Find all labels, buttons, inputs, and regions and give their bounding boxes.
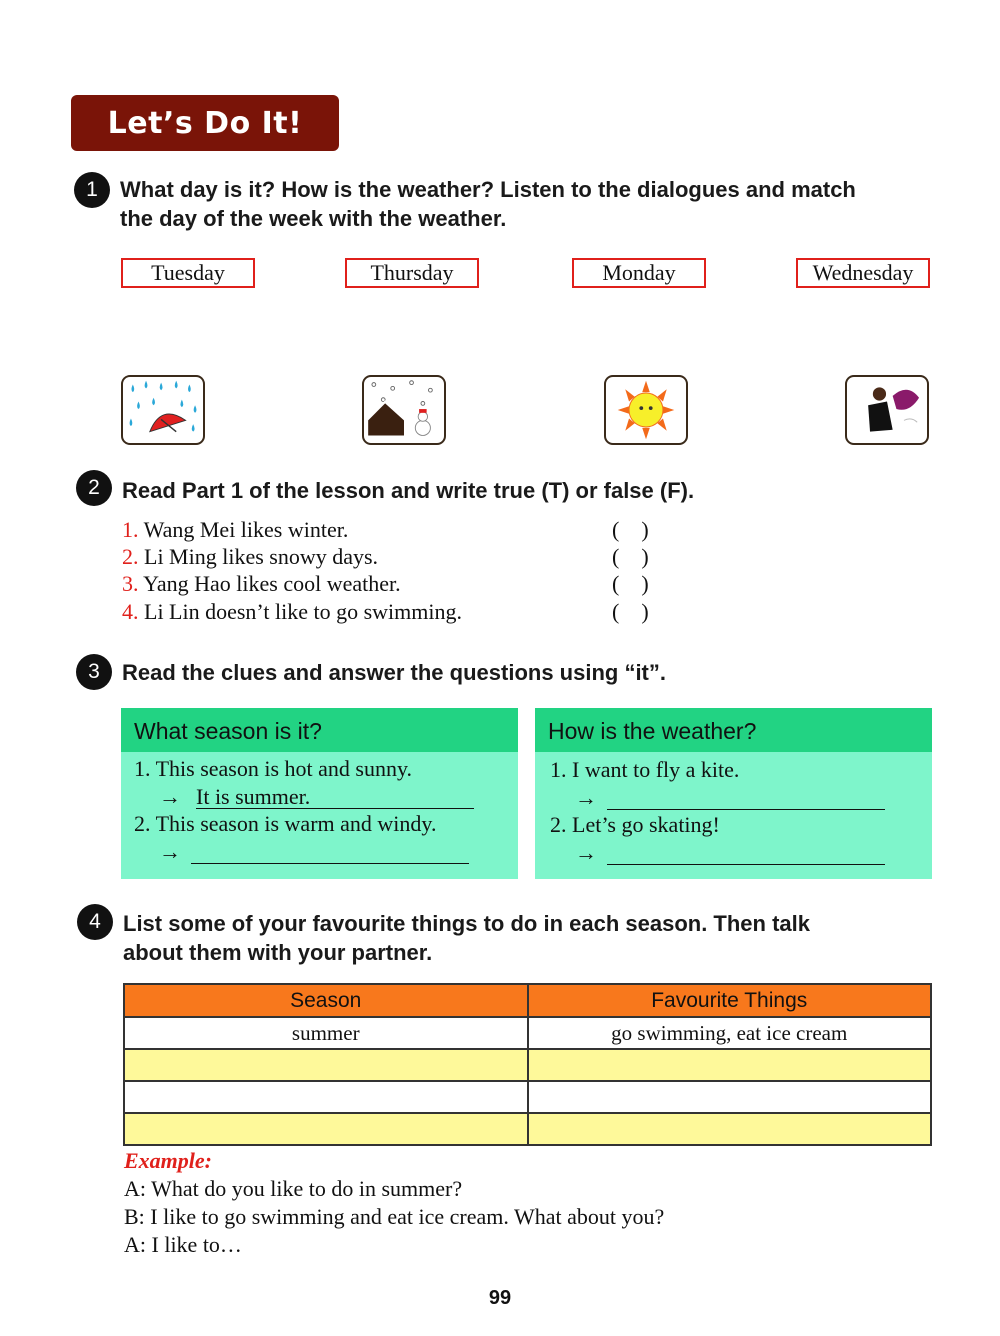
tf-answer-blank-4[interactable]: ( ) xyxy=(612,599,649,624)
tf-answer-blank-2[interactable]: ( ) xyxy=(612,544,649,569)
season-cell[interactable] xyxy=(124,1113,528,1145)
example-line-2: B: I like to go swimming and eat ice cream. What about you? xyxy=(124,1204,665,1229)
rain-umbrella-icon[interactable] xyxy=(121,375,205,445)
tf-item-4 xyxy=(122,598,462,625)
day-box-wednesday[interactable]: Wednesday xyxy=(796,258,930,288)
favourite-cell[interactable]: go swimming, eat ice cream xyxy=(528,1017,932,1049)
arrow-1: → xyxy=(159,784,181,809)
section-4-title xyxy=(123,909,810,967)
tf-item-text: Li Ming likes snowy days. xyxy=(138,544,379,569)
season-answer-2[interactable] xyxy=(191,839,469,864)
season-cell[interactable] xyxy=(124,1081,528,1113)
tf-item-number: 4. xyxy=(122,599,139,624)
season-answer-1[interactable] xyxy=(196,784,474,809)
example-label: Example: xyxy=(124,1148,212,1173)
section-4-title-line1: List some of your favourite things to do in each season. Then talk xyxy=(123,911,810,936)
weather-question-1: 1. I want to fly a kite. xyxy=(550,757,740,782)
season-cell[interactable]: summer xyxy=(124,1017,528,1049)
section-1-title xyxy=(120,175,856,233)
tf-item-number: 2. xyxy=(122,544,139,569)
table-row xyxy=(124,1081,931,1113)
tf-item-2 xyxy=(122,543,378,570)
weather-question-2: 2. Let’s go skating! xyxy=(550,812,720,837)
tf-item-text: Yang Hao likes cool weather. xyxy=(138,571,401,596)
tf-answer-blank-1[interactable]: ( ) xyxy=(612,517,649,542)
wind-umbrella-icon[interactable] xyxy=(845,375,929,445)
favourite-cell[interactable] xyxy=(528,1113,932,1145)
season-question-1: 1. This season is hot and sunny. xyxy=(134,756,413,781)
weather-panel-heading: How is the weather? xyxy=(535,708,932,752)
section-2-title: Read Part 1 of the lesson and write true (T) or false (F). xyxy=(122,478,695,503)
weather-clue-panel xyxy=(535,708,932,879)
example-block xyxy=(124,1147,664,1259)
header-season: Season xyxy=(124,984,528,1017)
favourite-things-table xyxy=(123,983,932,1146)
day-box-tuesday[interactable]: Tuesday xyxy=(121,258,255,288)
header-favourite-things: Favourite Things xyxy=(528,984,932,1017)
season-cell[interactable] xyxy=(124,1049,528,1081)
tf-item-number: 1. xyxy=(122,517,139,542)
season-question-2: 2. This season is warm and windy. xyxy=(134,811,437,836)
tf-item-text: Wang Mei likes winter. xyxy=(138,517,349,542)
season-panel-heading: What season is it? xyxy=(121,708,518,752)
table-header-row xyxy=(124,984,931,1017)
section-3-title: Read the clues and answer the questions using “it”. xyxy=(122,660,666,685)
section-4-title-line2: about them with your partner. xyxy=(123,940,433,965)
page-number: 99 xyxy=(488,1287,512,1309)
example-line-1: A: What do you like to do in summer? xyxy=(124,1176,463,1201)
table-row xyxy=(124,1017,931,1049)
tf-item-text: Li Lin doesn’t like to go swimming. xyxy=(138,599,462,624)
tf-answer-blank-3[interactable]: ( ) xyxy=(612,571,649,596)
snow-house-snowman-icon[interactable] xyxy=(362,375,446,445)
example-line-3: A: I like to… xyxy=(124,1232,242,1257)
favourite-cell[interactable] xyxy=(528,1081,932,1113)
section-1-number: 1 xyxy=(74,172,110,208)
season-answer-1-text: It is summer. xyxy=(196,784,311,809)
section-3-number: 3 xyxy=(76,654,112,690)
tf-item-3 xyxy=(122,570,401,597)
table-row xyxy=(124,1113,931,1145)
section-1-title-line2: the day of the week with the weather. xyxy=(120,206,507,231)
arrow-4: → xyxy=(575,840,597,865)
section-4-number: 4 xyxy=(77,904,113,940)
sun-icon[interactable] xyxy=(604,375,688,445)
favourite-cell[interactable] xyxy=(528,1049,932,1081)
tf-item-number: 3. xyxy=(122,571,139,596)
arrow-2: → xyxy=(159,839,181,864)
tf-item-1 xyxy=(122,516,348,543)
lets-do-it-banner: Let’s Do It! xyxy=(71,95,339,151)
day-box-monday[interactable]: Monday xyxy=(572,258,706,288)
weather-answer-1[interactable] xyxy=(607,785,885,810)
table-row xyxy=(124,1049,931,1081)
weather-answer-2[interactable] xyxy=(607,840,885,865)
arrow-3: → xyxy=(575,785,597,810)
season-clue-panel xyxy=(121,708,518,879)
day-box-thursday[interactable]: Thursday xyxy=(345,258,479,288)
section-2-number: 2 xyxy=(76,470,112,506)
section-1-title-line1: What day is it? How is the weather? Listen to the dialogues and match xyxy=(120,177,856,202)
